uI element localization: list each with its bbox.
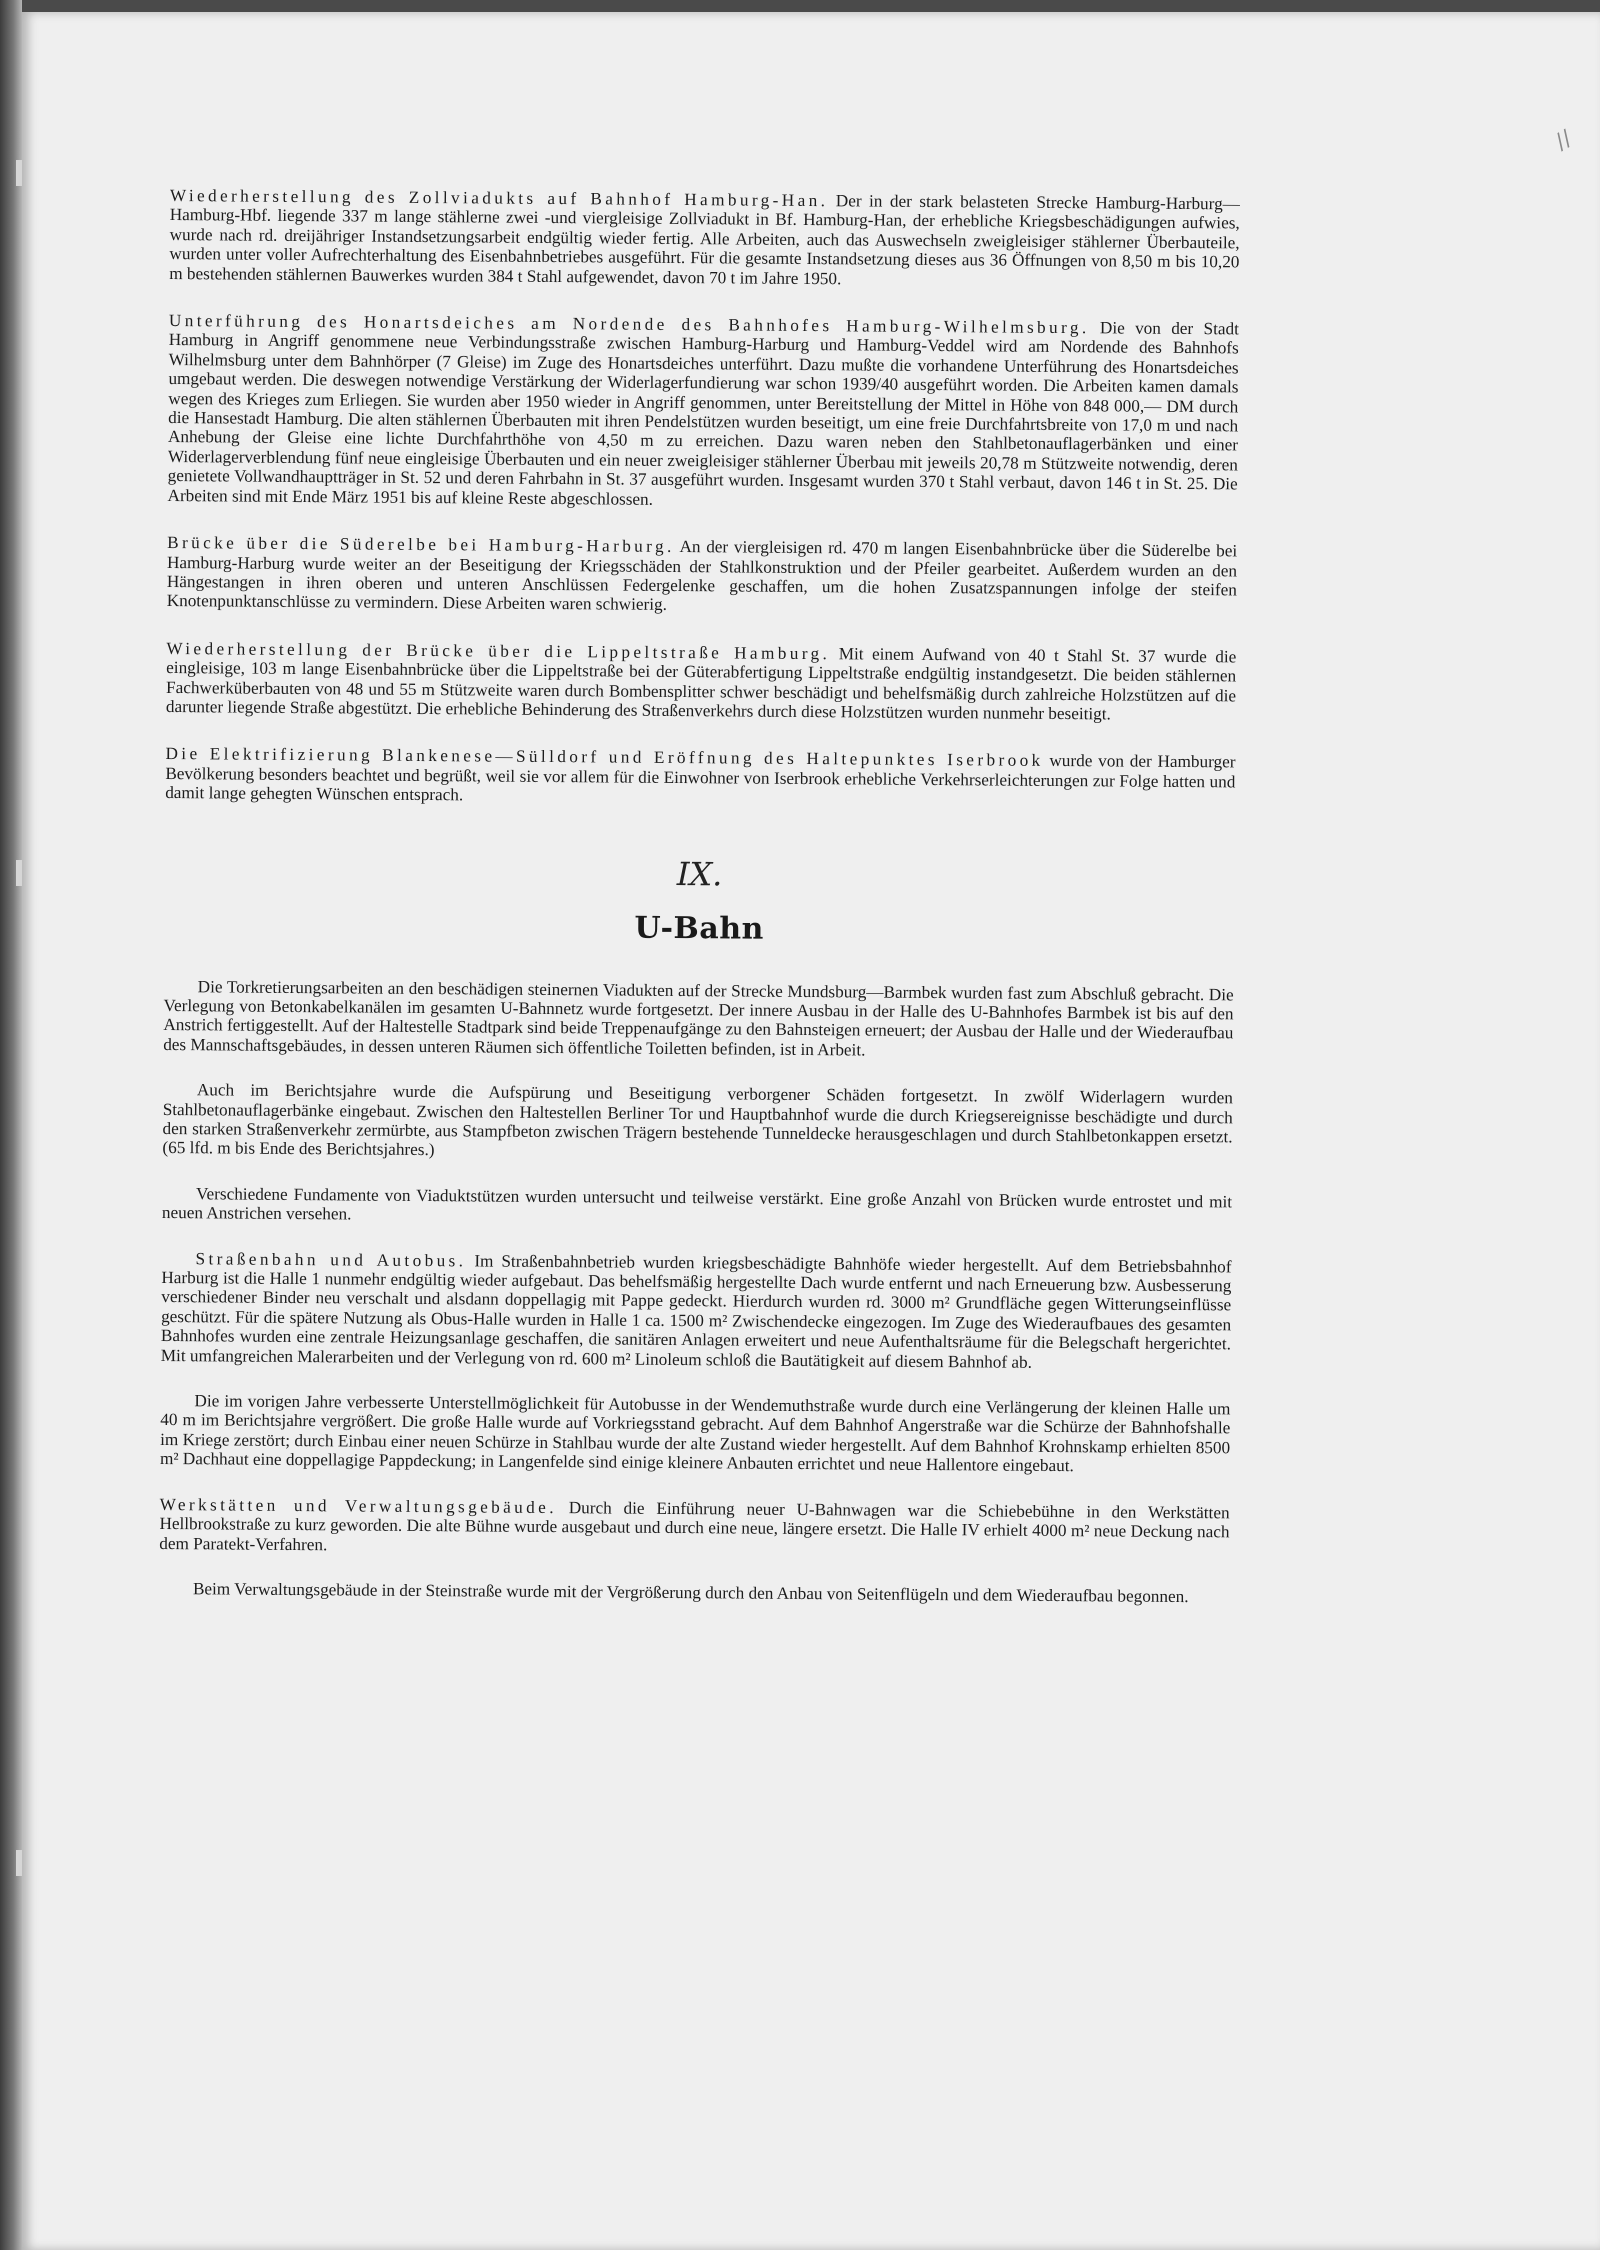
paragraph-lippeltstrasse [166,639,1237,725]
section-number: IX. [676,854,723,893]
paragraph-lead: Die Elektrifizierung Blankenese—Sülldorf und Eröffnung des Haltepunktes Iserbrook [165,744,1044,771]
paragraph-text: Der in der stark belasteten Strecke Hamburg-Harburg—Hamburg-Hbf. liegende 337 m lange stählerne zwei -und viergleisige Zollviadukt in Bf. Hamburg-Han, der erhebliche Kriegsbeschädigungen aufwies, wurde nach rd. dreijähriger Instandsetzungsarbeit endgültig wieder fertig. Alle Arbeiten, auch das Auswechseln zweigleisiger stählerner Überbauteile, wurden unter voller Aufrechterhaltung des Eisenbahnbetriebes ausgeführt. Für die gesamte Instandsetzung dieses aus 36 Öffnungen von 8,50 m bis 10,20 m bestehenden stählernen Bauwerkes wurden 384 t Stahl aufgewendet, davon 70 t im Jahre 1950. [169,191,1240,288]
paragraph-schaeden [162,1080,1233,1166]
paragraph-text: Durch die Einführung neuer U-Bahnwagen war die Schiebebühne in den Werkstätten Hellbrookstraße zu kurz geworden. Die alte Bühne wurde ausgebaut und durch eine neue, längere ersetzt. Die Halle IV erhielt 4000 m² neue Deckung nach dem Paratekt-Verfahren. [159,1497,1230,1554]
section-heading [164,851,1235,951]
paragraph-text: Verschiedene Fundamente von Viaduktstützen wurden untersucht und teilweise verstärkt. Eine große Anzahl von Brücken wurde entrostet und mit neuen Anstrichen versehen. [161,1184,1233,1224]
paragraph-text: Im Straßenbahnbetrieb wurden kriegsbeschädigte Bahnhöfe wieder hergestellt. Auf dem Betriebsbahnhof Harburg ist die Halle 1 nunmehr endgültig wieder aufgebaut. Das behelfsmäßig hergestellte Dach wurde entfernt und nach Erneuerung bzw. Ausbesserung verschiedener Binder neu verschalt und alsdann doppellagig mit Pappe gedeckt. Hierdurch wurden rd. 3000 m² Grundfläche gegen Witterungseinflüsse geschützt. Für die spätere Nutzung als Obus-Halle wurden in Halle 1 ca. 1500 m² Zwischendecke eingezogen. Im Zuge des Wiederaufbaues des gesamten Bahnhofes wurden eine zentrale Heizungsanlage geschaffen, die sanitären Anlagen erweitert und neue Aufenthaltsräume für die Belegschaft hergerichtet. Mit umfangreichen Malerarbeiten und der Verlegung von rd. 600 m² Linoleum schloß die Bautätigkeit auf diesem Bahnhof ab. [160,1250,1232,1372]
paragraph-zollviadukt [169,186,1240,291]
paragraph-text: Beim Verwaltungsgebäude in der Steinstraße wurde mit der Vergrößerung durch den Anbau von Seitenflügeln und dem Wiederaufbau begonnen. [192,1579,1189,1606]
paragraph-autobusse [160,1391,1231,1477]
paragraph-lead: Unterführung des Honartsdeiches am Nordende des Bahnhofes Hamburg-Wilhelmsburg. [168,311,1090,338]
book-spine [0,0,22,2250]
paragraph-lead: Straßenbahn und Autobus. [195,1248,467,1270]
document-body [159,186,1240,1633]
section-title: U-Bahn [634,910,765,947]
paragraph-elektrifizierung [165,744,1235,811]
paragraph-honartsdeich [167,311,1238,513]
paragraph-text: Die von der Stadt Hamburg in Angriff genommene neue Verbindungsstraße zwischen Hamburg-Harburg und Hamburg-Veddel wird am Nordende des Bahnhofs Wilhelmsburg unter dem Bahnhörper (7 Gleise) im Zuge des Honartsdeiches unterführt. Dazu mußte die vorhandene Unterführung des Honartsdeiches umgebaut werden. Die deswegen notwendige Verstärkung der Widerlagerfundierung war schon 1939/40 ausgeführt worden. Die Arbeiten kamen damals wegen des Krieges zum Erliegen. Sie wurden aber 1950 wieder in Angriff genommen, unter Bereitstellung der Mittel in Höhe von 848 000,— DM durch die Hansestadt Hamburg. Die alten stählernen Überbauten mit ihren Pendelstützen wurden beseitigt, um eine freie Durchfahrtsbreite von 17,0 m und nach Anhebung der Gleise eine lichte Durchfahrthöhe von 4,50 m zu erreichen. Dazu waren neben den Stahlbetonauflagerbänken und einer Widerlagerverblendung fünf neue eingleisige Überbauten und ein neuer zweigleisiger stählerner Überbau mit jeweils 20,78 m Stützweite notwendig, deren genietete Vollwandhauptträger in St. 52 und deren Fahrbahn in St. 37 ausgeführt wurden. Insgesamt wurden 370 t Stahl verbaut, davon 146 t in St. 25. Die Arbeiten sind mit Ende März 1951 bis auf kleine Reste abgeschlossen. [167,318,1239,509]
paragraph-suederelbe [167,533,1238,619]
paragraph-strassenbahn [161,1249,1232,1374]
paragraph-lead: Wiederherstellung des Zollviadukts auf Bahnhof Hamburg-Han. [169,186,829,211]
paragraph-text: Die Torkretierungsarbeiten an den beschädigen steinernen Viadukten auf der Strecke Mundsburg—Barmbek wurden fast zum Abschluß gebracht. Die Verlegung von Betonkabelkanälen im gesamten U-Bahnnetz wurde fortgesetzt. Der innere Ausbau in der Halle des U-Bahnhofes Barmbek ist bis auf den Anstrich fertiggestellt. Auf der Haltestelle Stadtpark sind beide Treppenaufgänge zu den Bahnsteigen erneuert; der Ausbau der Halle und der Wiederaufbau des Mannschaftsgebäudes, in dessen unteren Räumen sich öffentliche Toiletten befinden, ist in Arbeit. [163,976,1234,1060]
paragraph-torkretierung [163,977,1234,1063]
paragraph-verwaltungsgebaeude [159,1579,1229,1607]
paragraph-text: An der viergleisigen rd. 470 m langen Eisenbahnbrücke über die Süderelbe bei Hamburg-Harburg wurde weiter an der Beseitigung der Kriegsschäden der Stahlkonstruktion und der Pfeiler gearbeitet. Außerdem wurden an den Hängestangen in ihren oberen und unteren Anschlüssen Federgelenke geschaffen, um die hohen Zusatzspannungen infolge der steifen Knotenpunktanschlüsse zu vermindern. Diese Arbeiten waren schwierig. [166,537,1238,615]
paragraph-text: Auch im Berichtsjahre wurde die Aufspürung und Beseitigung verborgener Schäden fortgesetzt. In zwölf Widerlagern wurden Stahlbetonauflagerbänke eingebaut. Zwischen den Haltestellen Berliner Tor und Hauptbahnhof wurde die durch Kriegsereignisse beschädigte und durch den starken Straßenverkehr zermürbte, aus Stampfbeton zwischen Trägern bestehende Tunneldecke herausgeschlagen und durch Stahlbetonkappen ersetzt. (65 lfd. m bis Ende des Berichtsjahres.) [162,1080,1233,1160]
paragraph-text: Die im vorigen Jahre verbesserte Unterstellmöglichkeit für Autobusse in der Wendemuthstraße wurde durch eine Verlängerung der kleinen Halle um 40 m im Berichtsjahre vergrößert. Die große Halle wurde auf Vorkriegsstand gebracht. Auf dem Bahnhof Angerstraße war die Schürze der Bahnhofshalle im Kriege zerstört; durch Einbau einer neuen Schürze in Stahlbau wurde der alte Zustand wieder hergestellt. Auf dem Bahnhof Krohnskamp erhielten 8500 m² Dachhaut eine doppellagige Pappdeckung; in Langenfelde sind einige kleinere Anbauten errichtet und neue Hallentore eingebaut. [159,1391,1231,1476]
paragraph-lead: Werkstätten und Verwaltungsgebäude. [159,1494,558,1517]
paragraph-fundamente [162,1184,1232,1231]
paragraph-text: Mit einem Aufwand von 40 t Stahl St. 37 wurde die eingleisige, 103 m lange Eisenbahnbrücke über die Lippeltstraße bei der Güterabfertigung Lippeltstraße endgültig instandgesetzt. Die beiden stählernen Fachwerküberbauten von 48 und 55 m Stützweite waren durch Bombensplitter schwer beschädigt und behelfsmäßig durch zahlreiche Holzstützen auf die darunter liegende Straße abgestützt. Die erhebliche Behinderung des Straßenverkehrs durch diese Holzstützen wurden nunmehr beseitigt. [165,643,1237,724]
paragraph-lead: Wiederherstellung der Brücke über die Lippeltstraße Hamburg. [166,638,831,663]
paragraph-text: wurde von der Hamburger Bevölkerung besonders beachtet und begrüßt, weil sie vor allem für die Einwohner von Iserbrook erhebliche Verkehrserleichterungen zur Folge hatten und damit lange gehegten Wünschen entsprach. [165,751,1236,805]
paragraph-werkstaetten [159,1495,1229,1562]
pencil-mark: // [1551,125,1577,156]
paragraph-lead: Brücke über die Süderelbe bei Hamburg-Harburg. [167,533,675,557]
